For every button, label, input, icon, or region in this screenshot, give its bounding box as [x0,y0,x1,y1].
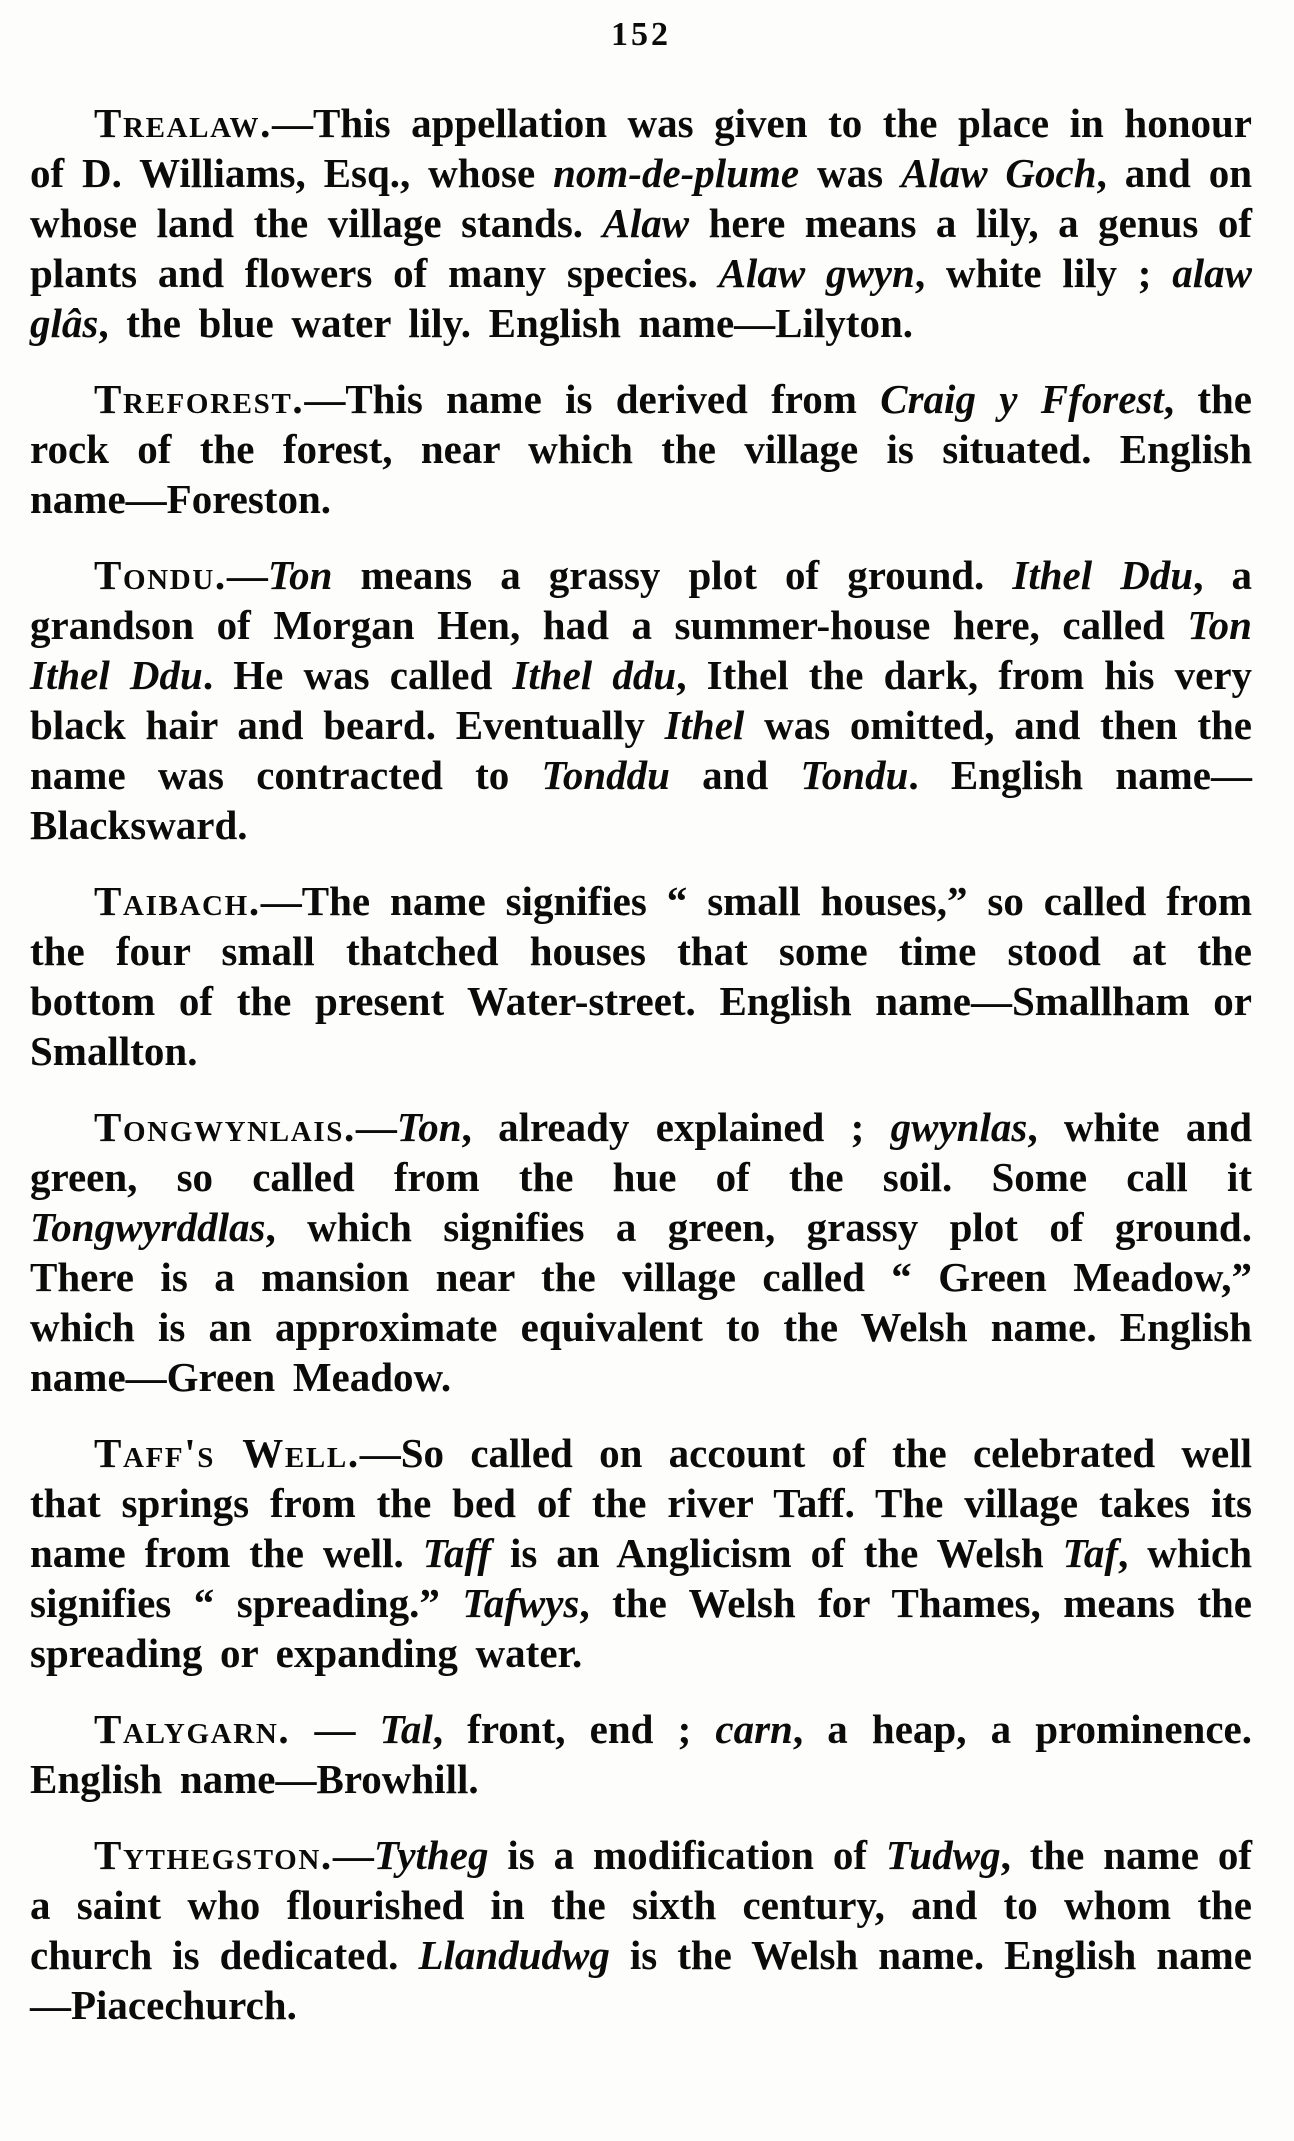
text-segment: here means a lily, a genus of plants and flowers of many species. [30,200,1252,296]
text-segment: is a modification of [488,1832,886,1878]
text-segment: — [332,1832,374,1878]
text-segment: , the rock of the forest, near which the village is situated. English name—Foreston. [30,376,1253,522]
welsh-term: Alaw gwyn [718,250,915,296]
text-segment: — [355,1104,397,1150]
welsh-term: Taf [1062,1530,1119,1576]
welsh-term: carn [715,1706,793,1752]
text-segment: —The name signifies “ small houses,” so called from the four small thatched houses that some time stood at the bottom of the present Water-street. English name—Smallham or Smallton. [30,878,1252,1074]
text-segment: —So called on account of the celebrated well that springs from the bed of the river Taff. The village takes its name from the well. [30,1430,1252,1576]
entry-treforest [30,374,1252,524]
entry-tythegston [30,1830,1252,2030]
text-segment: is an Anglicism of the Welsh [491,1530,1063,1576]
text-segment: , front, end ; [432,1706,716,1752]
welsh-term: Alaw [602,200,690,246]
text-segment: — [290,1706,380,1752]
welsh-term: Alaw Goch [900,150,1097,196]
entry-tongwynlais [30,1102,1252,1402]
welsh-term: Tonddu [541,752,670,798]
welsh-term: Tafwys [462,1580,580,1626]
text-segment: , the blue water lily. English name—Lilyton. [98,300,913,346]
welsh-term: Tytheg [373,1832,489,1878]
text-segment: , the name of a saint who flourished in the sixth century, and to whom the church is dedicated. [30,1832,1252,1978]
text-segment: . English name—Blacksward. [30,752,1252,848]
text-segment: , which signifies a green, grassy plot of ground. There is a mansion near the village called “ Green Meadow,” which is an approximate equivalent to the Welsh name. English name—Green Meadow. [30,1204,1252,1400]
text-segment: , which signifies “ spreading.” [30,1530,1253,1626]
text-segment: —This appellation was given to the place in honour of D. Williams, Esq., whose [30,100,1252,196]
welsh-term: gwynlas [890,1104,1028,1150]
welsh-term: Ton [396,1104,462,1150]
welsh-term: Tongwyrddlas [30,1204,266,1250]
entry-headword: Treforest. [94,376,305,422]
text-segment: , already explained ; [461,1104,891,1150]
text-segment: and [669,752,801,798]
entry-headword: Talygarn. [94,1706,291,1752]
entry-taibach [30,876,1252,1076]
entry-headword: Taibach. [94,878,261,924]
welsh-term: Taff [422,1530,492,1576]
entry-taffs-well [30,1428,1252,1678]
welsh-term: nom-de-plume [553,150,800,196]
welsh-term: Tondu [800,752,909,798]
welsh-term: Tudwg [885,1832,1001,1878]
text-segment: . He was called [202,652,513,698]
welsh-term: alaw glâs [30,250,1252,346]
welsh-term: Ton [267,552,333,598]
text-segment: , and on whose land the village stands. [30,150,1252,246]
text-segment: , white and green, so called from the hue of the soil. Some call it [30,1104,1252,1200]
entry-headword: Taff's Well. [94,1430,360,1476]
text-segment: means a grassy plot of ground. [332,552,1013,598]
welsh-term: Ithel Ddu [1012,552,1194,598]
entry-tondu [30,550,1252,850]
entry-headword: Tondu. [94,552,227,598]
entry-headword: Trealaw. [94,100,273,146]
text-segment: —This name is derived from [304,376,881,422]
text-segment: , a grandson of Morgan Hen, had a summer-house here, called [30,552,1252,648]
text-segment: was [799,150,901,196]
text-segment: , a heap, a prominence. English name—Browhill. [30,1706,1252,1802]
page-number: 152 [611,16,671,53]
entry-headword: Tythegston. [94,1832,333,1878]
text-segment: , the Welsh for Thames, means the spreading or expanding water. [30,1580,1252,1676]
welsh-term: Ithel [664,702,745,748]
text-segment: — [226,552,268,598]
entry-talygarn [30,1704,1252,1804]
welsh-term: Ton Ithel Ddu [30,602,1252,698]
entry-headword: Tongwynlais. [94,1104,356,1150]
text-segment: is the Welsh name. English name—Piacechurch. [30,1932,1252,2028]
entry-trealaw [30,98,1252,348]
page-body [30,98,1252,2030]
welsh-term: Llandudwg [418,1932,610,1978]
welsh-term: Ithel ddu [512,652,677,698]
welsh-term: Craig y Fforest [880,376,1164,422]
text-segment: , Ithel the dark, from his very black hair and beard. Eventually [30,652,1253,748]
text-segment: was omitted, and then the name was contracted to [30,702,1252,798]
welsh-term: Tal [379,1706,433,1752]
text-segment: , white lily ; [914,250,1173,296]
